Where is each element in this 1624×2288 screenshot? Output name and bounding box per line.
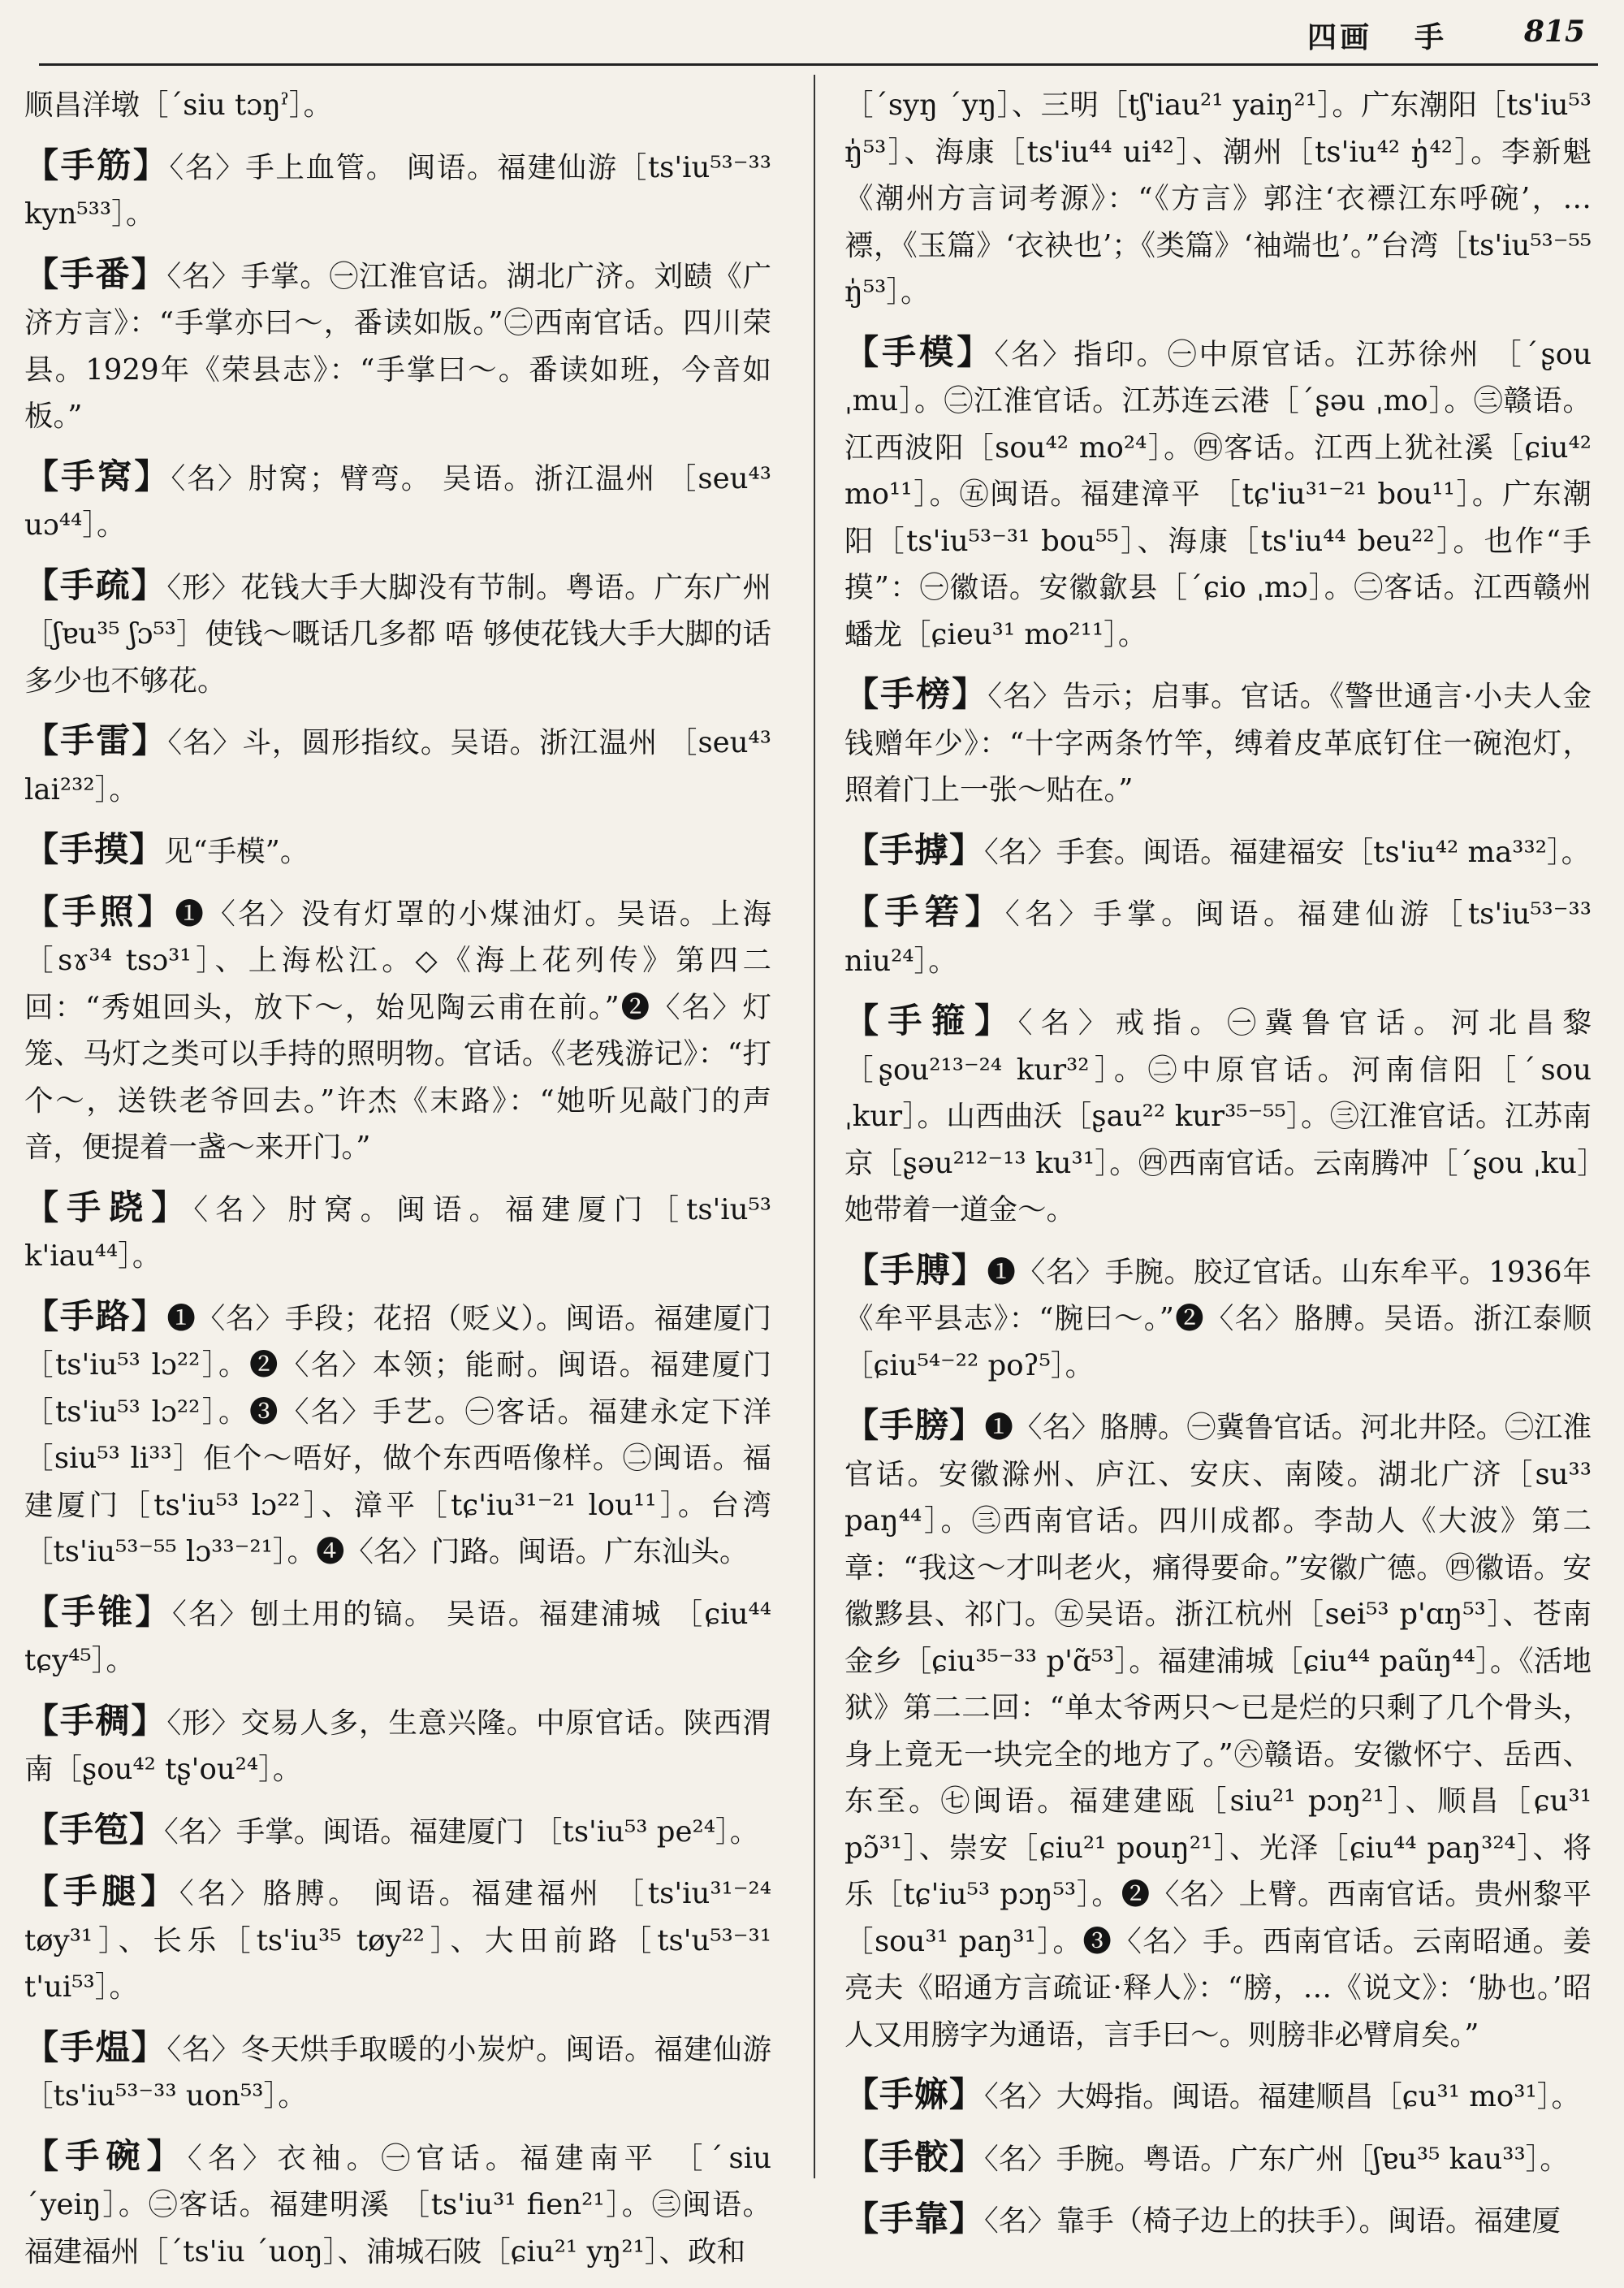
entry-headword: 【手笣】	[24, 1809, 165, 1849]
entry-headword: 【手稠】	[24, 1700, 167, 1741]
dictionary-entry	[24, 717, 771, 813]
dictionary-entry	[844, 2134, 1592, 2183]
page-number: 815	[1523, 15, 1585, 49]
dictionary-entry	[24, 1868, 771, 2011]
entry-text: 〈名〉手套。闽语。福建福安［ts'iu⁴² ma³³²］。	[984, 835, 1591, 869]
entry-headword: 【手靠】	[844, 2199, 985, 2238]
entry-headword: 【手摢】	[844, 829, 985, 870]
dictionary-entry	[844, 889, 1592, 984]
entry-text: 〈名〉肘窝；臂弯。 吴语。浙江温州 ［seu⁴³ uɔ⁴⁴］。	[24, 461, 771, 542]
entry-text: 〈形〉交易人多，生意兴隆。中原官话。陕西渭南［ʂou⁴² tʂ'ou²⁴］。	[24, 1706, 771, 1786]
dictionary-entry	[24, 251, 771, 440]
entry-headword: 【手跷】	[24, 1187, 194, 1227]
entry-headword: 【手照】	[24, 891, 175, 932]
entry-text: 〈名〉靠手（椅子边上的扶手）。闽语。福建厦	[984, 2204, 1561, 2238]
entry-text: 〈名〉告示；启事。官话。《警世通言·小夫人金钱赠年少》：“十字两条竹竿，缚着皮革底钉住一碗泡灯，照着门上一张～贴在。”	[844, 680, 1592, 807]
dictionary-entry	[844, 671, 1592, 814]
dictionary-entry	[24, 453, 771, 549]
page-header	[0, 0, 1624, 71]
entry-text: 〈名〉戒指。㊀冀鲁官话。河北昌黎 ［ʂou²¹³⁻²⁴ kur³²］。㊁中原官话。河南信阳［ˊsou ˌkur］。山西曲沃［ʂau²² kur³⁵⁻⁵⁵］。㊂江淮官话。江苏南京［ʂəu²¹²⁻¹³ ku³¹］。㊃西南官话。云南腾冲［ˊʂou ˌku］她带着一道金～。	[844, 1006, 1592, 1226]
dictionary-entry	[24, 2024, 771, 2120]
dictionary-entry	[844, 80, 1592, 316]
dictionary-entry	[844, 2195, 1592, 2245]
column-divider	[814, 75, 815, 2178]
entry-text: 〈名〉冬天烘手取暖的小炭炉。闽语。福建仙游［ts'iu⁵³⁻³³ uon⁵³］。	[24, 2032, 771, 2113]
dictionary-entry	[844, 329, 1592, 659]
entry-text: 〈名〉衣袖。㊀官话。福建南平 ［ˊsiu ˊyeiŋ］。㊁客话。福建明溪 ［ts'iu³¹ fien²¹］。㊂闽语。福建福州［ˊts'iu ˊuoŋ］、浦城石陂［ɕiu²¹ yŋ²¹］、政和	[24, 2141, 771, 2269]
entry-text: 〈形〉花钱大手大脚没有节制。粤语。广东广州［ʃɐu³⁵ ʃɔ⁵³］使钱～嘅话几多都 唔 够使花钱大手大脚的话多少也不够花。	[24, 570, 771, 698]
entry-headword: 【手膀】	[844, 1405, 985, 1445]
dictionary-entry	[24, 1184, 771, 1280]
entry-text: ［ˊsyŋ ˊyŋ］、三明［tʃ'iau²¹ yaiŋ²¹］。广东潮阳［ts'iu⁵³ ŋ̍⁵³］、海康［ts'iu⁴⁴ ui⁴²］、潮州［ts'iu⁴² ŋ̍⁴²］。李新魁《潮州方言词考源》：“《方言》郭注‘衣褾江东呼碗’，…褾，《玉篇》‘衣袂也’；《类篇》‘袖端也’。”台湾［ts'iu⁵³⁻⁵⁵ ŋ̍⁵³］。	[844, 89, 1592, 309]
entry-headword: 【手摸】	[24, 829, 165, 869]
entry-text: ❶〈名〉没有灯罩的小煤油灯。吴语。上海［sɤ³⁴ tsɔ³¹］、上海松江。◇《海上花列传》第四二回：“秀姐回头，放下～，始见陶云甫在前。”❷〈名〉灯笼、马灯之类可以手持的照明物。官话。《老残游记》：“打个～，送铁老爷回去。”许杰《末路》：“她听见敲门的声音，便提着一盏～来开门。”	[24, 897, 771, 1164]
entry-text: 〈名〉刨土用的镐。 吴语。福建浦城 ［ɕiu⁴⁴ tɕy⁴⁵］。	[24, 1597, 771, 1677]
header-rule	[39, 63, 1598, 66]
dictionary-entry	[844, 1402, 1592, 2058]
entry-headword: 【手膊】	[844, 1249, 987, 1290]
dictionary-entry	[844, 1247, 1592, 1390]
entry-text: 〈名〉手上血管。 闽语。福建仙游［ts'iu⁵³⁻³³ kyn⁵³³］。	[24, 150, 771, 231]
dictionary-entry	[844, 997, 1592, 1234]
entry-headword: 【手筋】	[24, 145, 170, 185]
dictionary-entry	[24, 1698, 771, 1793]
right-column	[844, 80, 1592, 2258]
entry-headword: 【手路】	[24, 1295, 167, 1336]
dictionary-entry	[24, 889, 771, 1171]
entry-text: ❶〈名〉手腕。胶辽官话。山东牟平。1936年《牟平县志》：“腕曰～。”❷〈名〉胳膊。吴语。浙江泰顺［ɕiu⁵⁴⁻²² poʔ⁵］。	[844, 1255, 1592, 1382]
entry-headword: 【手骹】	[844, 2136, 985, 2177]
entry-headword: 【手箍】	[844, 1001, 1018, 1040]
dictionary-entry	[24, 826, 771, 876]
entry-text: 顺昌洋墩［ˊsiu tɔŋˀ］。	[24, 89, 333, 122]
entry-text: 〈名〉斗，圆形指纹。吴语。浙江温州 ［seu⁴³ lai²³²］。	[24, 726, 771, 807]
section-label: 四画	[1307, 20, 1372, 54]
dictionary-entry	[24, 562, 771, 705]
dictionary-entry	[24, 1589, 771, 1685]
dictionary-entry	[844, 827, 1592, 876]
entry-text: 〈名〉手腕。粤语。广东广州［ʃɐu³⁵ kau³³］。	[984, 2142, 1569, 2176]
entry-text: ❶〈名〉手段；花招（贬义）。闽语。福建厦门［ts'iu⁵³ lɔ²²］。❷〈名〉本领；能耐。闽语。福建厦门［ts'iu⁵³ lɔ²²］。❸〈名〉手艺。㊀客话。福建永定下洋［siu⁵³ li³³］佢个～唔好，做个东西唔像样。㊁闽语。福建厦门［ts'iu⁵³ lɔ²²］、漳平［tɕ'iu³¹⁻²¹ lou¹¹］。台湾［ts'iu⁵³⁻⁵⁵ lɔ³³⁻²¹］。❹〈名〉门路。闽语。广东汕头。	[24, 1301, 771, 1568]
header-character: 手	[1414, 20, 1444, 54]
entry-headword: 【手腿】	[24, 1871, 179, 1911]
entry-headword: 【手榜】	[844, 674, 988, 714]
entry-text: 〈名〉肘窝。闽语。福建厦门［ts'iu⁵³ k'iau⁴⁴］。	[24, 1192, 771, 1273]
dictionary-entry	[24, 142, 771, 238]
entry-headword: 【手窝】	[24, 456, 171, 496]
entry-text: 〈名〉手掌。闽语。福建厦门 ［ts'iu⁵³ pe²⁴］。	[164, 1814, 759, 1849]
entry-headword: 【手疏】	[24, 564, 167, 605]
entry-headword: 【手雷】	[24, 720, 168, 760]
entry-text: 〈名〉手掌。㊀江淮官话。湖北广济。刘赜《广济方言》：“手掌亦曰～，番读如版。”㊁西南官话。四川荣县。1929年《荣县志》：“手掌曰～。番读如班，今音如板。”	[24, 259, 771, 433]
entry-text: 〈名〉大姆指。闽语。福建顺昌［ɕu³¹ mo³¹］。	[984, 2080, 1581, 2113]
entry-headword: 【手碗】	[24, 2135, 188, 2176]
entry-text: 〈名〉胳膊。 闽语。福建福州 ［ts'iu³¹⁻²⁴ tøy³¹］、长乐［ts'iu³⁵ tøy²²］、大田前路［ts'u⁵³⁻³¹ t'ui⁵³］。	[24, 1877, 771, 2004]
entry-text: 见“手模”。	[164, 835, 309, 868]
dictionary-entry	[24, 1806, 771, 1856]
entry-text: 〈名〉指印。㊀中原官话。江苏徐州 ［ˊʂou ˌmu］。㊁江淮官话。江苏连云港［ˊʂəu ˌmo］。㊂赣语。江西波阳［sou⁴² mo²⁴］。㊃客话。江西上犹社溪［ɕiu⁴² mo¹¹］。㊄闽语。福建漳平 ［tɕ'iu³¹⁻²¹ bou¹¹］。广东潮阳［ts'iu⁵³⁻³¹ bou⁵⁵］、海康［ts'iu⁴⁴ beu²²］。也作“手摸”：㊀徽语。安徽歙县［ˊɕio ˌmɔ］。㊁客话。江西赣州蟠龙［ɕieu³¹ mo²¹¹］。	[844, 337, 1592, 651]
entry-headword: 【手番】	[24, 253, 167, 294]
dictionary-entry	[24, 80, 771, 129]
entry-headword: 【手煴】	[24, 2026, 167, 2067]
entry-headword: 【手模】	[844, 331, 995, 372]
dictionary-entry	[24, 2133, 771, 2276]
entry-headword: 【手锥】	[24, 1591, 172, 1632]
entry-text: 〈名〉手掌。闽语。福建仙游［ts'iu⁵³⁻³³ niu²⁴］。	[844, 897, 1592, 978]
entry-headword: 【手嫲】	[844, 2074, 985, 2114]
dictionary-entry	[844, 2071, 1592, 2121]
entry-headword: 【手箬】	[844, 892, 1005, 932]
left-column	[24, 80, 771, 2288]
entry-text: ❶〈名〉胳膊。㊀冀鲁官话。河北井陉。㊁江淮官话。安徽滁州、庐江、安庆、南陵。湖北广济［su³³ paŋ⁴⁴］。㊂西南官话。四川成都。李劼人《大波》第二章：“我这～才叫老火，痛得要命。”安徽广德。㊃徽语。安徽黟县、祁门。㊄吴语。浙江杭州［sei⁵³ p'ɑŋ⁵³］、苍南金乡［ɕiu³⁵⁻³³ p'ɑ̃⁵³］。福建浦城［ɕiu⁴⁴ paũŋ⁴⁴］。《活地狱》第二二回：“单太爷两只～已是烂的只剩了几个骨头，身上竟无一块完全的地方了。”㊅赣语。安徽怀宁、岳西、东至。㊆闽语。福建建瓯［siu²¹ pɔŋ²¹］、顺昌［ɕu³¹ pɔ̃³¹］、崇安［ɕiu²¹ pouŋ²¹］、光泽［ɕiu⁴⁴ paŋ³²⁴］、将乐［tɕ'iu⁵³ pɔŋ⁵³］。❷〈名〉上臂。西南官话。贵州黎平［sou³¹ paŋ³¹］。❸〈名〉手。西南官话。云南昭通。姜亮夫《昭通方言疏证·释人》：“膀，…《说文》：‘胁也。’昭人又用膀字为通语，言手曰～。则膀非必臂肩矣。”	[844, 1411, 1592, 2052]
dictionary-entry	[24, 1293, 771, 1576]
